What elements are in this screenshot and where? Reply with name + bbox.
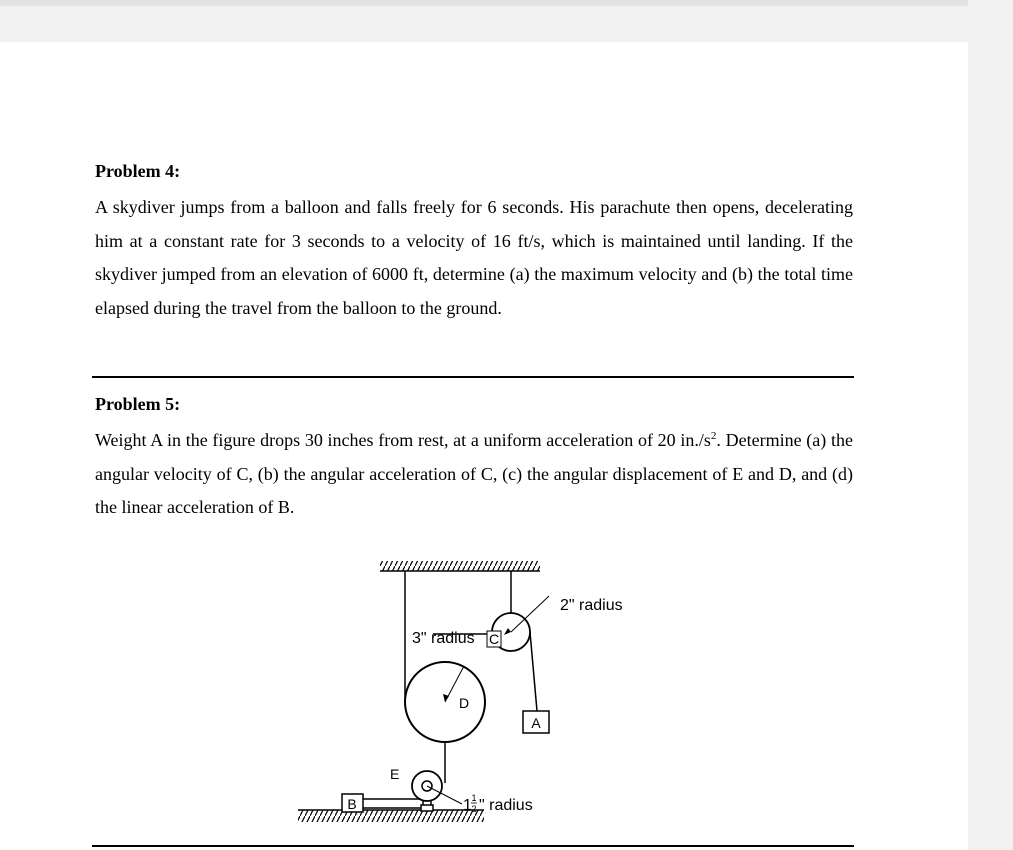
radius-e-denominator: 2 — [471, 804, 477, 814]
pulley-e-label: E — [390, 766, 400, 782]
pulley-d-label: D — [458, 695, 470, 711]
block-b-label: B — [347, 796, 357, 812]
pulley-e — [412, 771, 462, 811]
problem-5-heading: Problem 5: — [95, 394, 181, 414]
ground-base — [298, 810, 484, 822]
weight-a-label: A — [531, 715, 541, 731]
problem-5-text-part2: . Determine (a) the angular velocity of C, (b) the angular acceleration of C, (c) the angular displacement of E and D, and (d) the linear acceleration of B. — [95, 430, 853, 517]
pulley-c-label: C — [488, 631, 500, 647]
radius-d-label: 3" radius — [412, 630, 475, 647]
top-toolbar-strip — [0, 0, 968, 42]
pulley-d — [405, 662, 485, 742]
radius-e-unit: " radius — [479, 797, 533, 814]
problem-4-text: A skydiver jumps from a balloon and falls freely for 6 seconds. His parachute then opens, decelerating him at a constant rate for 3 seconds to a velocity of 16 ft/s, which is maintained until landing. If the skydiver jumped from an elevation of 6000 ft, determine (a) the maximum velocity and (b) the total time elapsed during the travel from the balloon to the ground. — [95, 197, 853, 318]
right-gutter — [968, 0, 1013, 850]
problem-5-text — [95, 424, 853, 525]
section-divider — [92, 376, 854, 378]
label-c-box — [487, 631, 501, 647]
radius-c-label: 2" radius — [560, 597, 623, 614]
radius-e-numerator: 1 — [471, 793, 477, 803]
problem-4-heading: Problem 4: — [95, 161, 181, 181]
problem-5-text-part1: Weight A in the figure drops 30 inches from rest, at a uniform acceleration of 20 in./s — [95, 430, 711, 450]
pulley-figure — [290, 556, 650, 841]
radius-e-label — [463, 793, 533, 814]
weight-a — [523, 711, 549, 733]
ceiling-support — [380, 561, 540, 571]
bottom-divider — [92, 845, 854, 847]
problem-5-superscript: 2 — [710, 430, 717, 442]
radius-e-whole: 1 — [463, 797, 472, 814]
